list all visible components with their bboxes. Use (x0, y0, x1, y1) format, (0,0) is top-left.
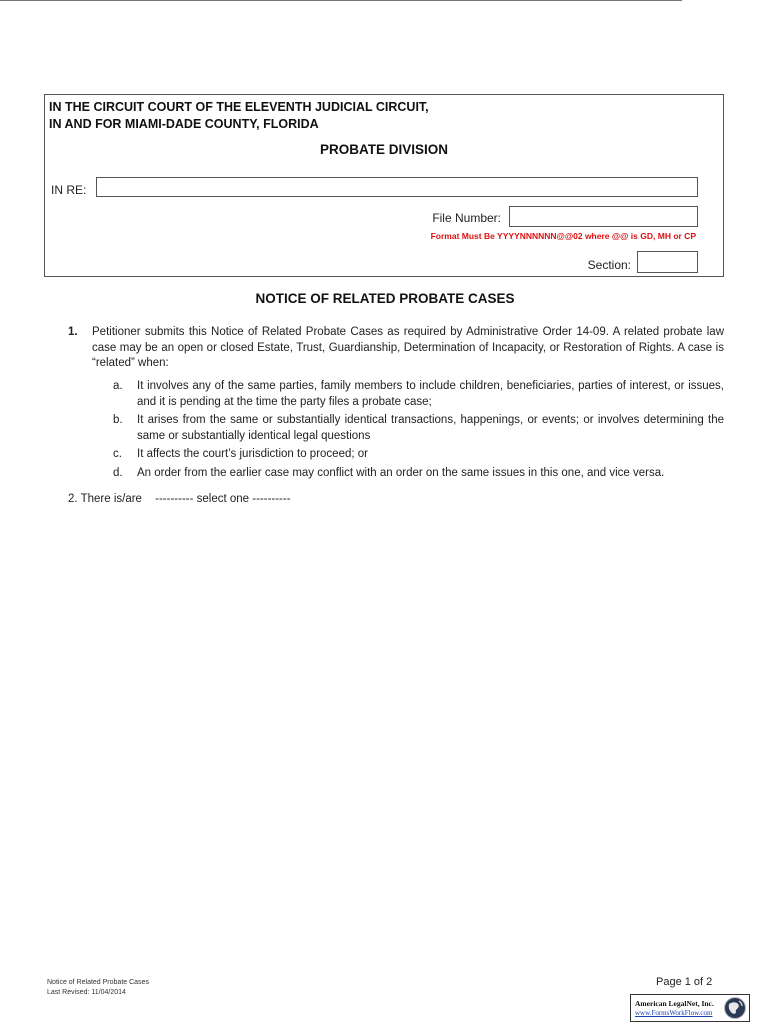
logo-url-link[interactable]: www.FormsWorkFlow.com (635, 1009, 713, 1017)
list-item-letter: d. (113, 466, 123, 479)
globe-icon (723, 996, 747, 1020)
file-number-format-note: Format Must Be YYYYNNNNNN@@02 where @@ is GD, MH or CP (430, 231, 696, 241)
footer-form-name: Notice of Related Probate Cases (47, 979, 149, 986)
in-re-field[interactable] (96, 177, 698, 197)
paragraph-text: Petitioner submits this Notice of Related Probate Cases as required by Administrative Order 14-09. A related probate law case may be an open or closed Estate, Trust, Guardianship, Determination of Incapacity, or Restoration of Rights. A case is “related” when: (92, 326, 724, 369)
list-item-letter: a. (113, 380, 123, 392)
document-title: NOTICE OF RELATED PROBATE CASES (255, 291, 515, 306)
case-caption (44, 94, 724, 277)
footer-last-revised: Last Revised: 11/04/2014 (47, 989, 126, 996)
list-item-text: It affects the court’s jurisdiction to proceed; or (137, 448, 368, 460)
court-name: IN THE CIRCUIT COURT OF THE ELEVENTH JUDICIAL CIRCUIT, IN AND FOR MIAMI-DADE COUNTY, FLORIDA (49, 100, 429, 131)
section-field[interactable] (637, 251, 698, 273)
paragraph-2-text: 2. There is/are (68, 493, 142, 505)
paragraph-number: 1. (68, 326, 78, 338)
logo-name: American LegalNet, Inc. (635, 999, 714, 1008)
division-heading: PROBATE DIVISION (319, 142, 448, 157)
in-re-label: IN RE: (51, 183, 87, 197)
list-item-text: It involves any of the same parties, family members to include children, beneficiaries, parties of interest, or issues, and it is pending at the time the party files a probate case; (137, 380, 724, 408)
footer-form-info (47, 978, 149, 998)
file-number-field[interactable] (509, 206, 698, 227)
list-item (113, 447, 724, 463)
file-number-label: File Number: (432, 211, 501, 225)
related-cases-select[interactable]: ---------- select one ---------- (155, 493, 291, 505)
list-item-letter: c. (113, 448, 122, 460)
section-label: Section: (587, 258, 631, 272)
publisher-logo (630, 994, 750, 1022)
paragraph-2 (68, 493, 291, 505)
top-rule (0, 0, 682, 1)
list-item-text: An order from the earlier case may conflict with an order on the same issues in this one, and vice versa. (137, 466, 665, 479)
list-item (113, 466, 724, 482)
list-item (113, 379, 724, 410)
page-number: Page 1 of 2 (656, 976, 713, 988)
list-item-text: It arises from the same or substantially identical transactions, happenings, or events; or involves determining the same or substantially identical legal questions (137, 414, 724, 442)
related-criteria-list (113, 379, 724, 484)
list-item (113, 413, 724, 444)
paragraph-1 (68, 325, 724, 372)
list-item-letter: b. (113, 414, 123, 426)
